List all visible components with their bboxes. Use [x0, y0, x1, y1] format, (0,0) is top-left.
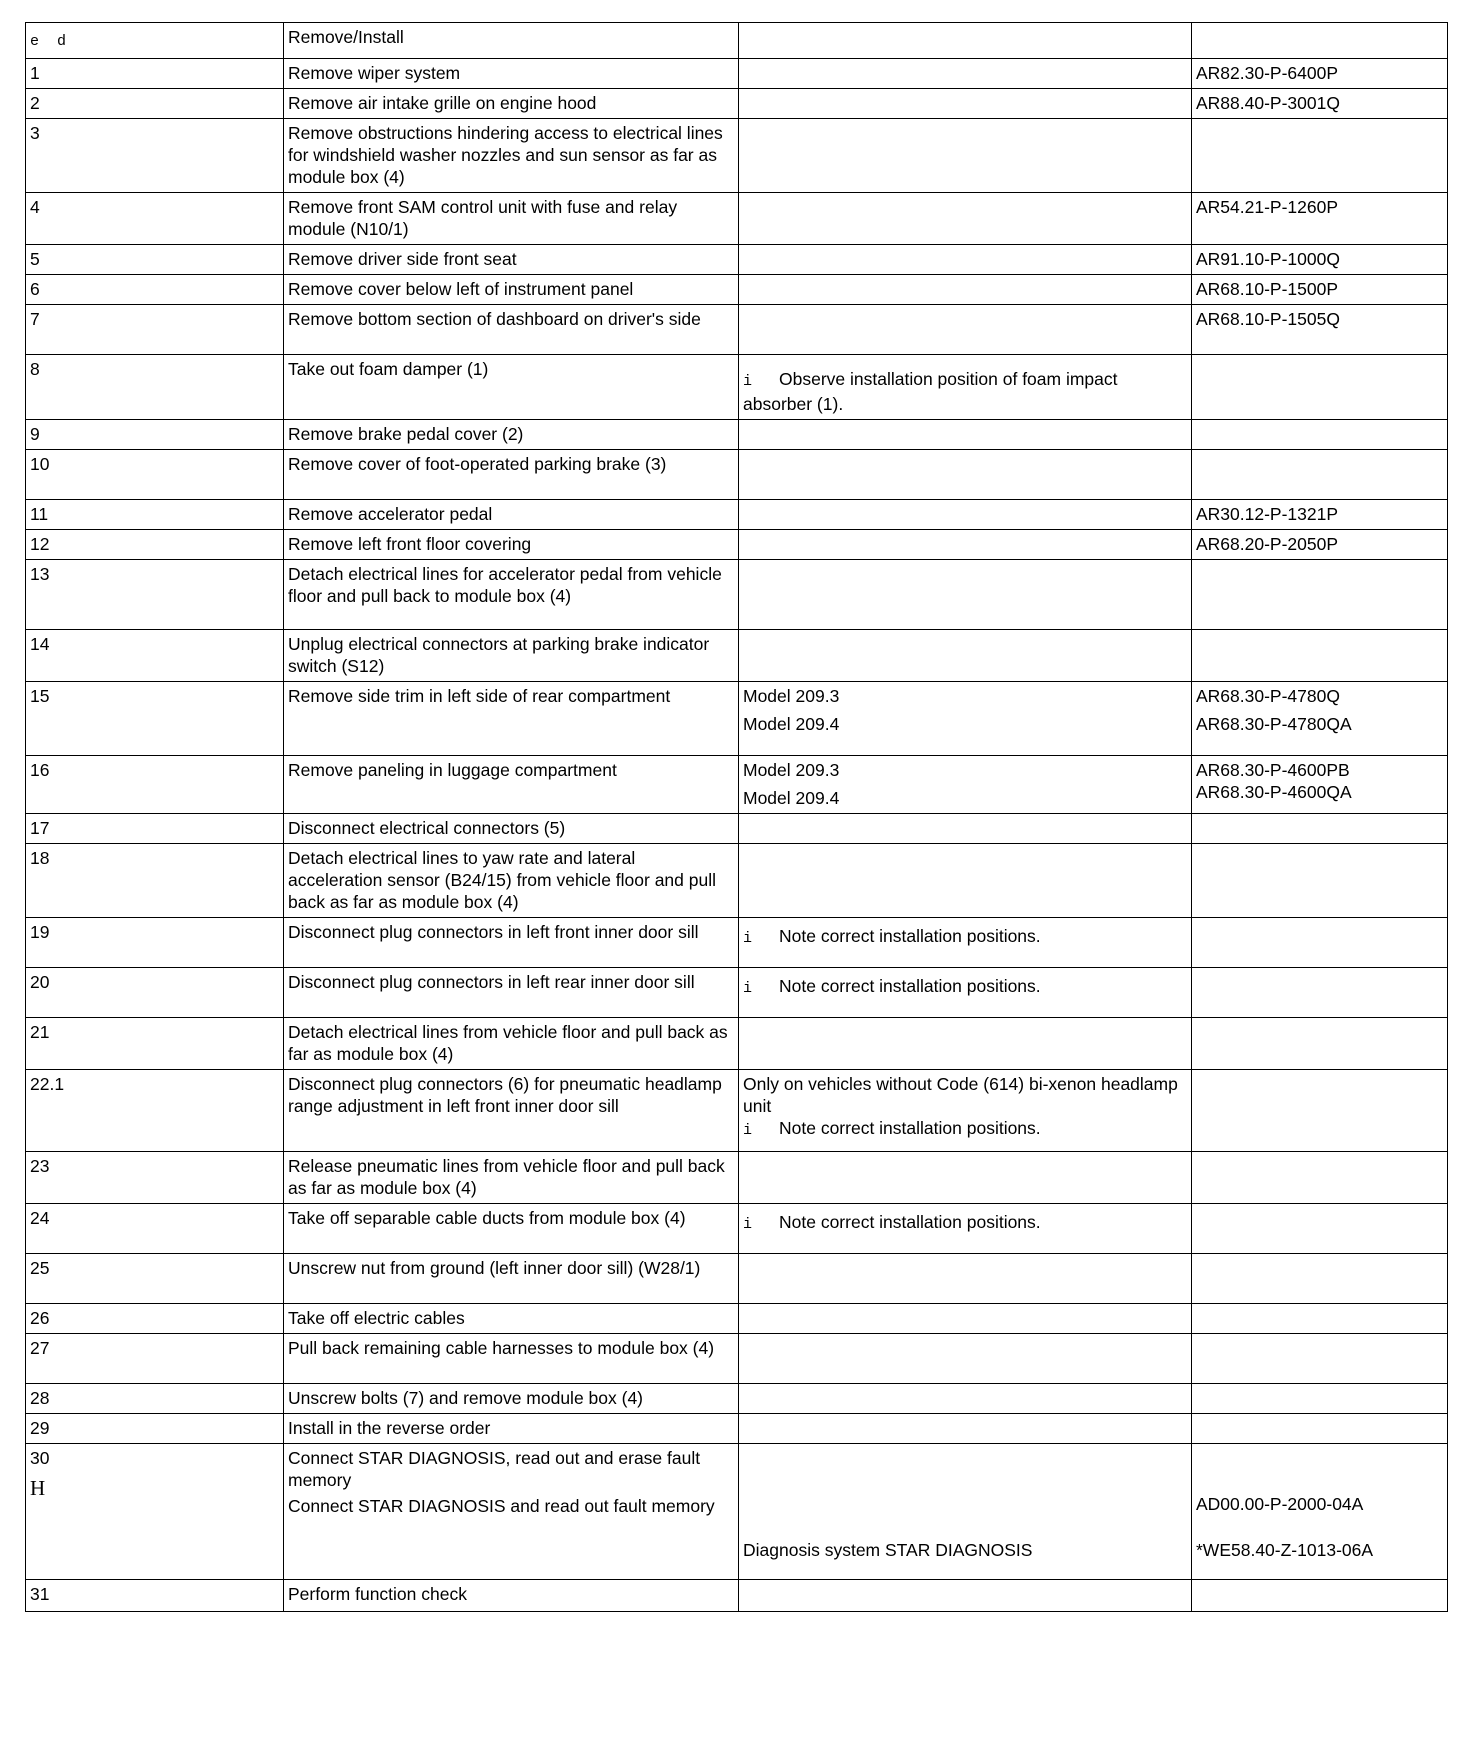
step-number: 23: [26, 1152, 284, 1204]
step-reference: [1192, 1414, 1448, 1444]
step-reference: [1192, 1304, 1448, 1334]
step-reference: [1192, 420, 1448, 450]
step-notes: [739, 1304, 1192, 1334]
step-notes: [739, 119, 1192, 193]
table-row: [26, 814, 1448, 844]
step-notes: [739, 1018, 1192, 1070]
step-notes: [739, 355, 1192, 420]
step-number: 27: [26, 1334, 284, 1384]
step-number: 29: [26, 1414, 284, 1444]
step-number: 9: [26, 420, 284, 450]
table-row: [26, 275, 1448, 305]
step-number: 28: [26, 1384, 284, 1414]
header-title-cell: Remove/Install: [284, 23, 739, 59]
step-number: 16: [26, 756, 284, 814]
info-icon: i: [743, 1216, 753, 1233]
step-number: [26, 1444, 284, 1580]
table-row: [26, 1070, 1448, 1152]
step-text: Disconnect plug connectors (6) for pneumatic headlamp range adjustment in left front inner door sill: [284, 1070, 739, 1152]
step-number: 15: [26, 682, 284, 756]
step-reference: [1192, 756, 1448, 814]
step-number-text: 30: [30, 1448, 50, 1468]
work-procedure-sheet: [25, 22, 1447, 1612]
step-number: 21: [26, 1018, 284, 1070]
step-notes: [739, 1384, 1192, 1414]
step-number: 4: [26, 193, 284, 245]
note-line: [743, 975, 1187, 1000]
table-row: [26, 1384, 1448, 1414]
step-number: 31: [26, 1580, 284, 1612]
step-reference: [1192, 1334, 1448, 1384]
step-text: Remove wiper system: [284, 59, 739, 89]
step-notes: [739, 968, 1192, 1018]
step-number: 19: [26, 918, 284, 968]
table-row: [26, 450, 1448, 500]
table-row: [26, 119, 1448, 193]
header-row: [26, 23, 1448, 59]
step-number: 22.1: [26, 1070, 284, 1152]
table-row: [26, 756, 1448, 814]
step-text: Detach electrical lines to yaw rate and lateral acceleration sensor (B24/15) from vehicle floor and pull back as far as module box (4): [284, 844, 739, 918]
hint-reference: AD00.00-P-2000-04A: [1196, 1494, 1364, 1514]
step-reference: [1192, 1152, 1448, 1204]
note-text: Note correct installation positions.: [779, 1118, 1041, 1138]
info-icon: i: [743, 980, 753, 997]
note-line: [743, 368, 1187, 415]
table-row: [26, 1580, 1448, 1612]
step-text: Detach electrical lines from vehicle floor and pull back as far as module box (4): [284, 1018, 739, 1070]
table-row: [26, 682, 1448, 756]
step-text: Take off electric cables: [284, 1304, 739, 1334]
step-reference: [1192, 968, 1448, 1018]
step-reference: AR30.12-P-1321P: [1192, 500, 1448, 530]
step-number: 17: [26, 814, 284, 844]
step-text: Disconnect electrical connectors (5): [284, 814, 739, 844]
step-notes: [739, 1254, 1192, 1304]
step-notes: [739, 275, 1192, 305]
reference-b: AR68.30-P-4600QA: [1196, 782, 1352, 802]
step-notes: [739, 814, 1192, 844]
model-variant-b: Model 209.4: [743, 714, 840, 734]
note-text: Note correct installation positions.: [779, 976, 1041, 996]
model-variant-a: Model 209.3: [743, 760, 840, 780]
note-text: Note correct installation positions.: [779, 1212, 1041, 1232]
step-number: 11: [26, 500, 284, 530]
note-text: Note correct installation positions.: [779, 926, 1041, 946]
table-row: [26, 1254, 1448, 1304]
step-number: 5: [26, 245, 284, 275]
table-row: [26, 530, 1448, 560]
step-notes: [739, 305, 1192, 355]
step-text: Remove brake pedal cover (2): [284, 420, 739, 450]
step-number: 1: [26, 59, 284, 89]
header-ed-cell: e d: [26, 23, 284, 59]
step-reference: AR91.10-P-1000Q: [1192, 245, 1448, 275]
table-row: [26, 1152, 1448, 1204]
step-text: Detach electrical lines for accelerator pedal from vehicle floor and pull back to module box (4): [284, 560, 739, 630]
step-reference: [1192, 1444, 1448, 1580]
step-reference: [1192, 630, 1448, 682]
reference-b: AR68.30-P-4780QA: [1196, 714, 1352, 734]
step-notes: [739, 630, 1192, 682]
step-notes: [739, 500, 1192, 530]
step-reference: [1192, 682, 1448, 756]
hint-text: Connect STAR DIAGNOSIS and read out fault memory: [288, 1496, 715, 1516]
step-reference: [1192, 814, 1448, 844]
step-reference: AR88.40-P-3001Q: [1192, 89, 1448, 119]
table-row: [26, 968, 1448, 1018]
step-reference: AR54.21-P-1260P: [1192, 193, 1448, 245]
procedure-table: [25, 22, 1448, 1612]
step-number: 14: [26, 630, 284, 682]
hint-marker: H: [30, 1476, 46, 1500]
step-number: 13: [26, 560, 284, 630]
step-reference: [1192, 1384, 1448, 1414]
table-row: [26, 355, 1448, 420]
step-notes: [739, 1204, 1192, 1254]
step-reference: AR82.30-P-6400P: [1192, 59, 1448, 89]
step-text: Remove accelerator pedal: [284, 500, 739, 530]
table-row: [26, 1018, 1448, 1070]
step-number: 12: [26, 530, 284, 560]
condition-text: Only on vehicles without Code (614) bi-xenon headlamp unit: [743, 1074, 1178, 1116]
step-reference: [1192, 918, 1448, 968]
table-row: [26, 1304, 1448, 1334]
step-notes: [739, 450, 1192, 500]
step-notes: [739, 918, 1192, 968]
step-number: 6: [26, 275, 284, 305]
step-text: Remove cover below left of instrument panel: [284, 275, 739, 305]
table-row: [26, 560, 1448, 630]
header-notes-cell: [739, 23, 1192, 59]
table-row: [26, 918, 1448, 968]
step-notes: [739, 193, 1192, 245]
step-number: 20: [26, 968, 284, 1018]
model-variant-a: Model 209.3: [743, 686, 840, 706]
table-row: [26, 305, 1448, 355]
note-line: [743, 1117, 1187, 1142]
diagnosis-system-label: Diagnosis system STAR DIAGNOSIS: [743, 1540, 1033, 1560]
step-number: 7: [26, 305, 284, 355]
step-reference: [1192, 1070, 1448, 1152]
step-text: Pull back remaining cable harnesses to module box (4): [284, 1334, 739, 1384]
step-reference: AR68.10-P-1505Q: [1192, 305, 1448, 355]
step-notes: [739, 59, 1192, 89]
table-row: [26, 59, 1448, 89]
step-number: 2: [26, 89, 284, 119]
step-text: Unscrew nut from ground (left inner door sill) (W28/1): [284, 1254, 739, 1304]
table-row: [26, 1204, 1448, 1254]
step-reference: [1192, 119, 1448, 193]
step-notes: [739, 420, 1192, 450]
step-text: Remove driver side front seat: [284, 245, 739, 275]
step-notes: [739, 682, 1192, 756]
step-text: Disconnect plug connectors in left front inner door sill: [284, 918, 739, 968]
step-text: Unscrew bolts (7) and remove module box (4): [284, 1384, 739, 1414]
model-variant-b: Model 209.4: [743, 788, 840, 808]
step-number: 24: [26, 1204, 284, 1254]
step-notes: [739, 1070, 1192, 1152]
step-reference: [1192, 1204, 1448, 1254]
step-notes: [739, 89, 1192, 119]
step-main-text: Connect STAR DIAGNOSIS, read out and erase fault memory: [288, 1448, 701, 1490]
step-text: Disconnect plug connectors in left rear inner door sill: [284, 968, 739, 1018]
step-reference: [1192, 844, 1448, 918]
header-ref-cell: [1192, 23, 1448, 59]
table-row: [26, 89, 1448, 119]
step-notes: [739, 1580, 1192, 1612]
step-text: Remove bottom section of dashboard on driver's side: [284, 305, 739, 355]
note-line: [743, 925, 1187, 950]
table-row: [26, 1334, 1448, 1384]
step-reference: AR68.20-P-2050P: [1192, 530, 1448, 560]
table-row: [26, 1414, 1448, 1444]
note-line: [743, 1211, 1187, 1236]
info-icon: i: [743, 373, 753, 390]
table-row: [26, 630, 1448, 682]
step-notes: [739, 1152, 1192, 1204]
step-reference: [1192, 355, 1448, 420]
step-text: Remove front SAM control unit with fuse and relay module (N10/1): [284, 193, 739, 245]
step-text: Remove side trim in left side of rear compartment: [284, 682, 739, 756]
step-text: Take out foam damper (1): [284, 355, 739, 420]
step-text: Release pneumatic lines from vehicle floor and pull back as far as module box (4): [284, 1152, 739, 1204]
step-notes: [739, 844, 1192, 918]
info-icon: i: [743, 1122, 753, 1139]
step-text: Remove cover of foot-operated parking brake (3): [284, 450, 739, 500]
step-text: [284, 1444, 739, 1580]
step-reference: [1192, 1018, 1448, 1070]
table-row: [26, 1444, 1448, 1580]
step-notes: [739, 756, 1192, 814]
step-number: 8: [26, 355, 284, 420]
step-text: Install in the reverse order: [284, 1414, 739, 1444]
step-reference: [1192, 450, 1448, 500]
step-number: 25: [26, 1254, 284, 1304]
step-notes: [739, 560, 1192, 630]
note-text: Observe installation position of foam impact absorber (1).: [743, 369, 1118, 414]
step-text: Remove left front floor covering: [284, 530, 739, 560]
info-icon: i: [743, 930, 753, 947]
step-text: Unplug electrical connectors at parking brake indicator switch (S12): [284, 630, 739, 682]
table-row: [26, 844, 1448, 918]
reference-a: AR68.30-P-4600PB: [1196, 760, 1350, 780]
step-notes: [739, 1414, 1192, 1444]
step-number: 26: [26, 1304, 284, 1334]
step-reference: AR68.10-P-1500P: [1192, 275, 1448, 305]
step-number: 3: [26, 119, 284, 193]
step-notes: [739, 1334, 1192, 1384]
step-text: Perform function check: [284, 1580, 739, 1612]
step-text: Take off separable cable ducts from module box (4): [284, 1204, 739, 1254]
step-text: Remove air intake grille on engine hood: [284, 89, 739, 119]
step-reference: [1192, 560, 1448, 630]
step-reference: [1192, 1254, 1448, 1304]
table-row: [26, 245, 1448, 275]
diagnosis-system-reference: *WE58.40-Z-1013-06A: [1196, 1540, 1374, 1560]
reference-a: AR68.30-P-4780Q: [1196, 686, 1340, 706]
table-row: [26, 193, 1448, 245]
step-notes: [739, 1444, 1192, 1580]
step-text: Remove paneling in luggage compartment: [284, 756, 739, 814]
step-notes: [739, 245, 1192, 275]
step-reference: [1192, 1580, 1448, 1612]
table-row: [26, 420, 1448, 450]
step-notes: [739, 530, 1192, 560]
step-number: 10: [26, 450, 284, 500]
table-row: [26, 500, 1448, 530]
step-text: Remove obstructions hindering access to electrical lines for windshield washer nozzles and sun sensor as far as module box (4): [284, 119, 739, 193]
step-number: 18: [26, 844, 284, 918]
